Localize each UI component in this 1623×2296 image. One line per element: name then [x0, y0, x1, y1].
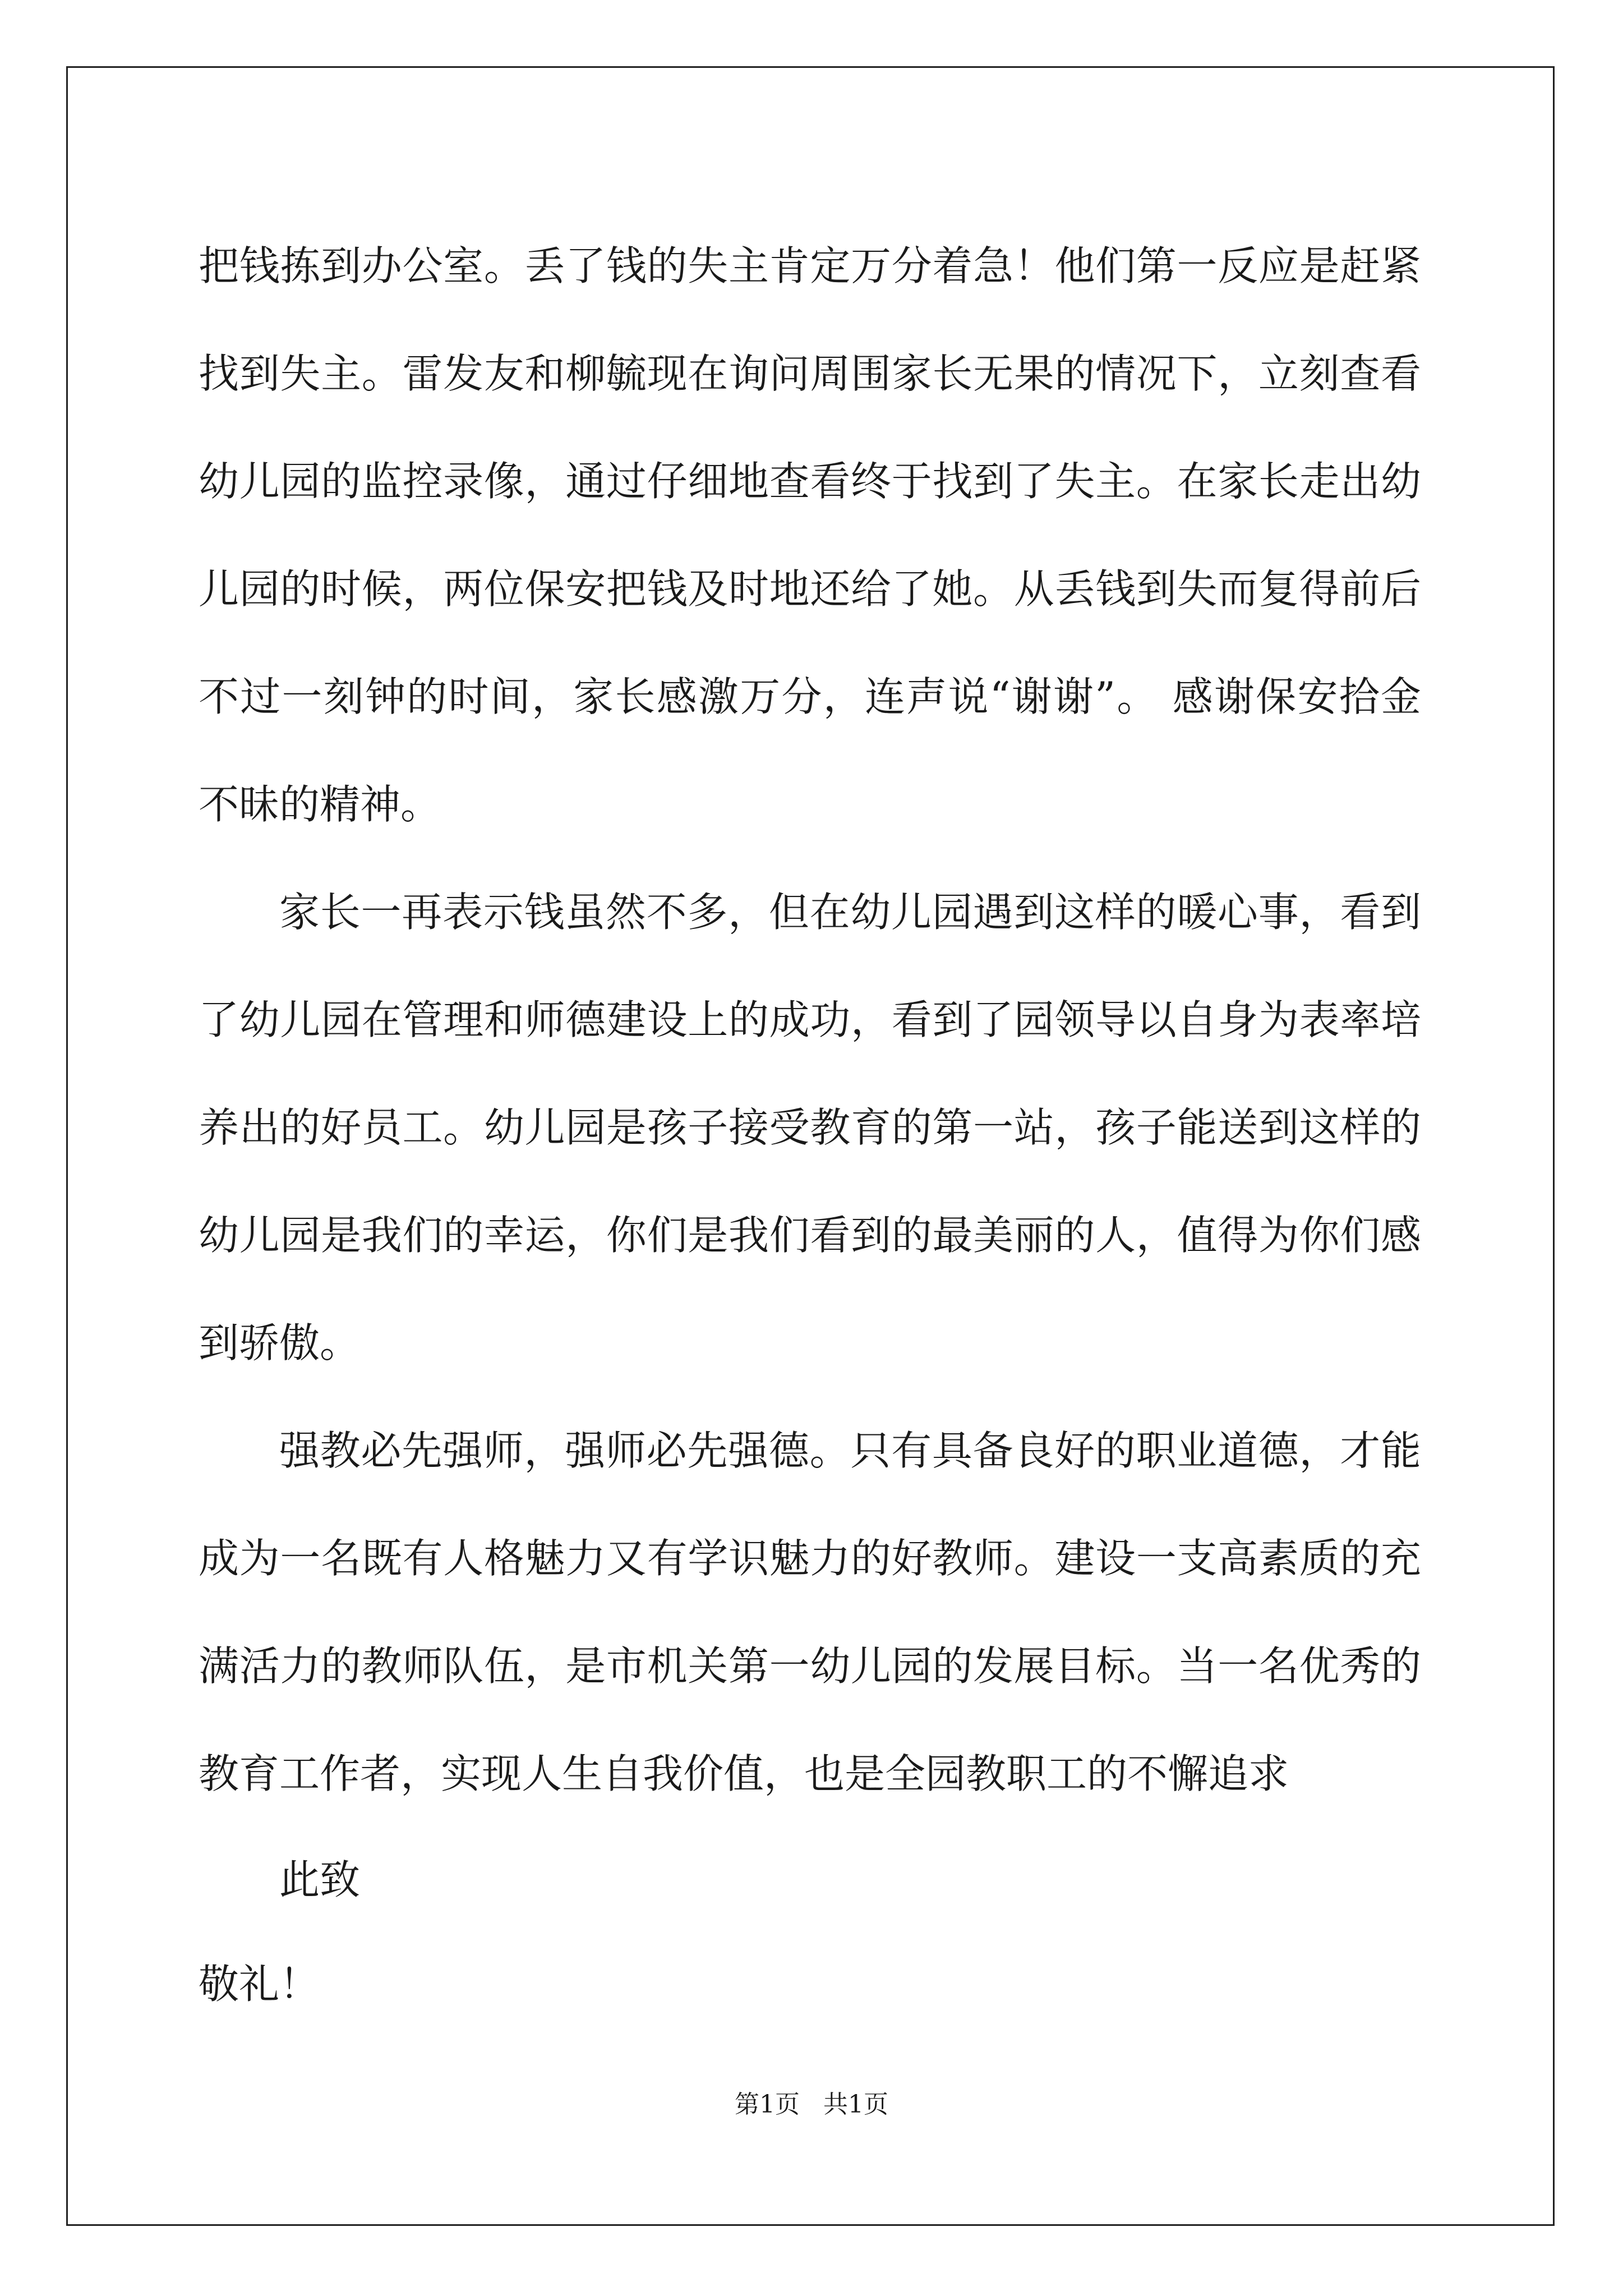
paragraph-2-line-2: 了幼儿园在管理和师德建设上的成功，看到了园领导以自身为表率培 — [199, 996, 1421, 1043]
paragraph-2-line-1: 家长一再表示钱虽然不多，但在幼儿园遇到这样的暖心事，看到 — [279, 889, 1421, 936]
paragraph-1-line-5: 不过一刻钟的时间，家长感激万分，连声说“谢谢”。 感谢保安拾金 — [199, 673, 1421, 720]
paragraph-3-line-3: 满活力的教师队伍，是市机关第一幼儿园的发展目标。当一名优秀的 — [199, 1642, 1421, 1690]
paragraph-1-line-1: 把钱拣到办公室。丢了钱的失主肯定万分着急！他们第一反应是赶紧 — [199, 242, 1421, 289]
paragraph-2-line-3: 养出的好员工。幼儿园是孩子接受教育的第一站，孩子能送到这样的 — [199, 1104, 1421, 1151]
paragraph-1-line-3: 幼儿园的监控录像，通过仔细地查看终于找到了失主。在家长走出幼 — [199, 458, 1421, 505]
closing-salutation: 此致 — [279, 1856, 361, 1903]
paragraph-1-line-6: 不昧的精神。 — [199, 781, 441, 828]
paragraph-1-line-2: 找到失主。雷发友和柳毓现在询问周围家长无果的情况下，立刻查看 — [199, 350, 1421, 397]
paragraph-3-line-4: 教育工作者，实现人生自我价值，也是全园教职工的不懈追求 — [199, 1750, 1289, 1797]
paragraph-3-line-1: 强教必先强师，强师必先强德。只有具备良好的职业道德，才能 — [279, 1427, 1421, 1474]
paragraph-2-line-5: 到骄傲。 — [199, 1319, 361, 1366]
paragraph-2-line-4: 幼儿园是我们的幸运，你们是我们看到的最美丽的人，值得为你们感 — [199, 1212, 1421, 1259]
paragraph-3-line-2: 成为一名既有人格魅力又有学识魅力的好教师。建设一支高素质的充 — [199, 1535, 1421, 1582]
letter-body — [199, 212, 1421, 2036]
page-number-footer: 第1页 共1页 — [735, 2090, 888, 2119]
closing-regards: 敬礼！ — [199, 1961, 320, 2008]
paragraph-1-line-4: 儿园的时候，两位保安把钱及时地还给了她。从丢钱到失而复得前后 — [199, 565, 1421, 613]
